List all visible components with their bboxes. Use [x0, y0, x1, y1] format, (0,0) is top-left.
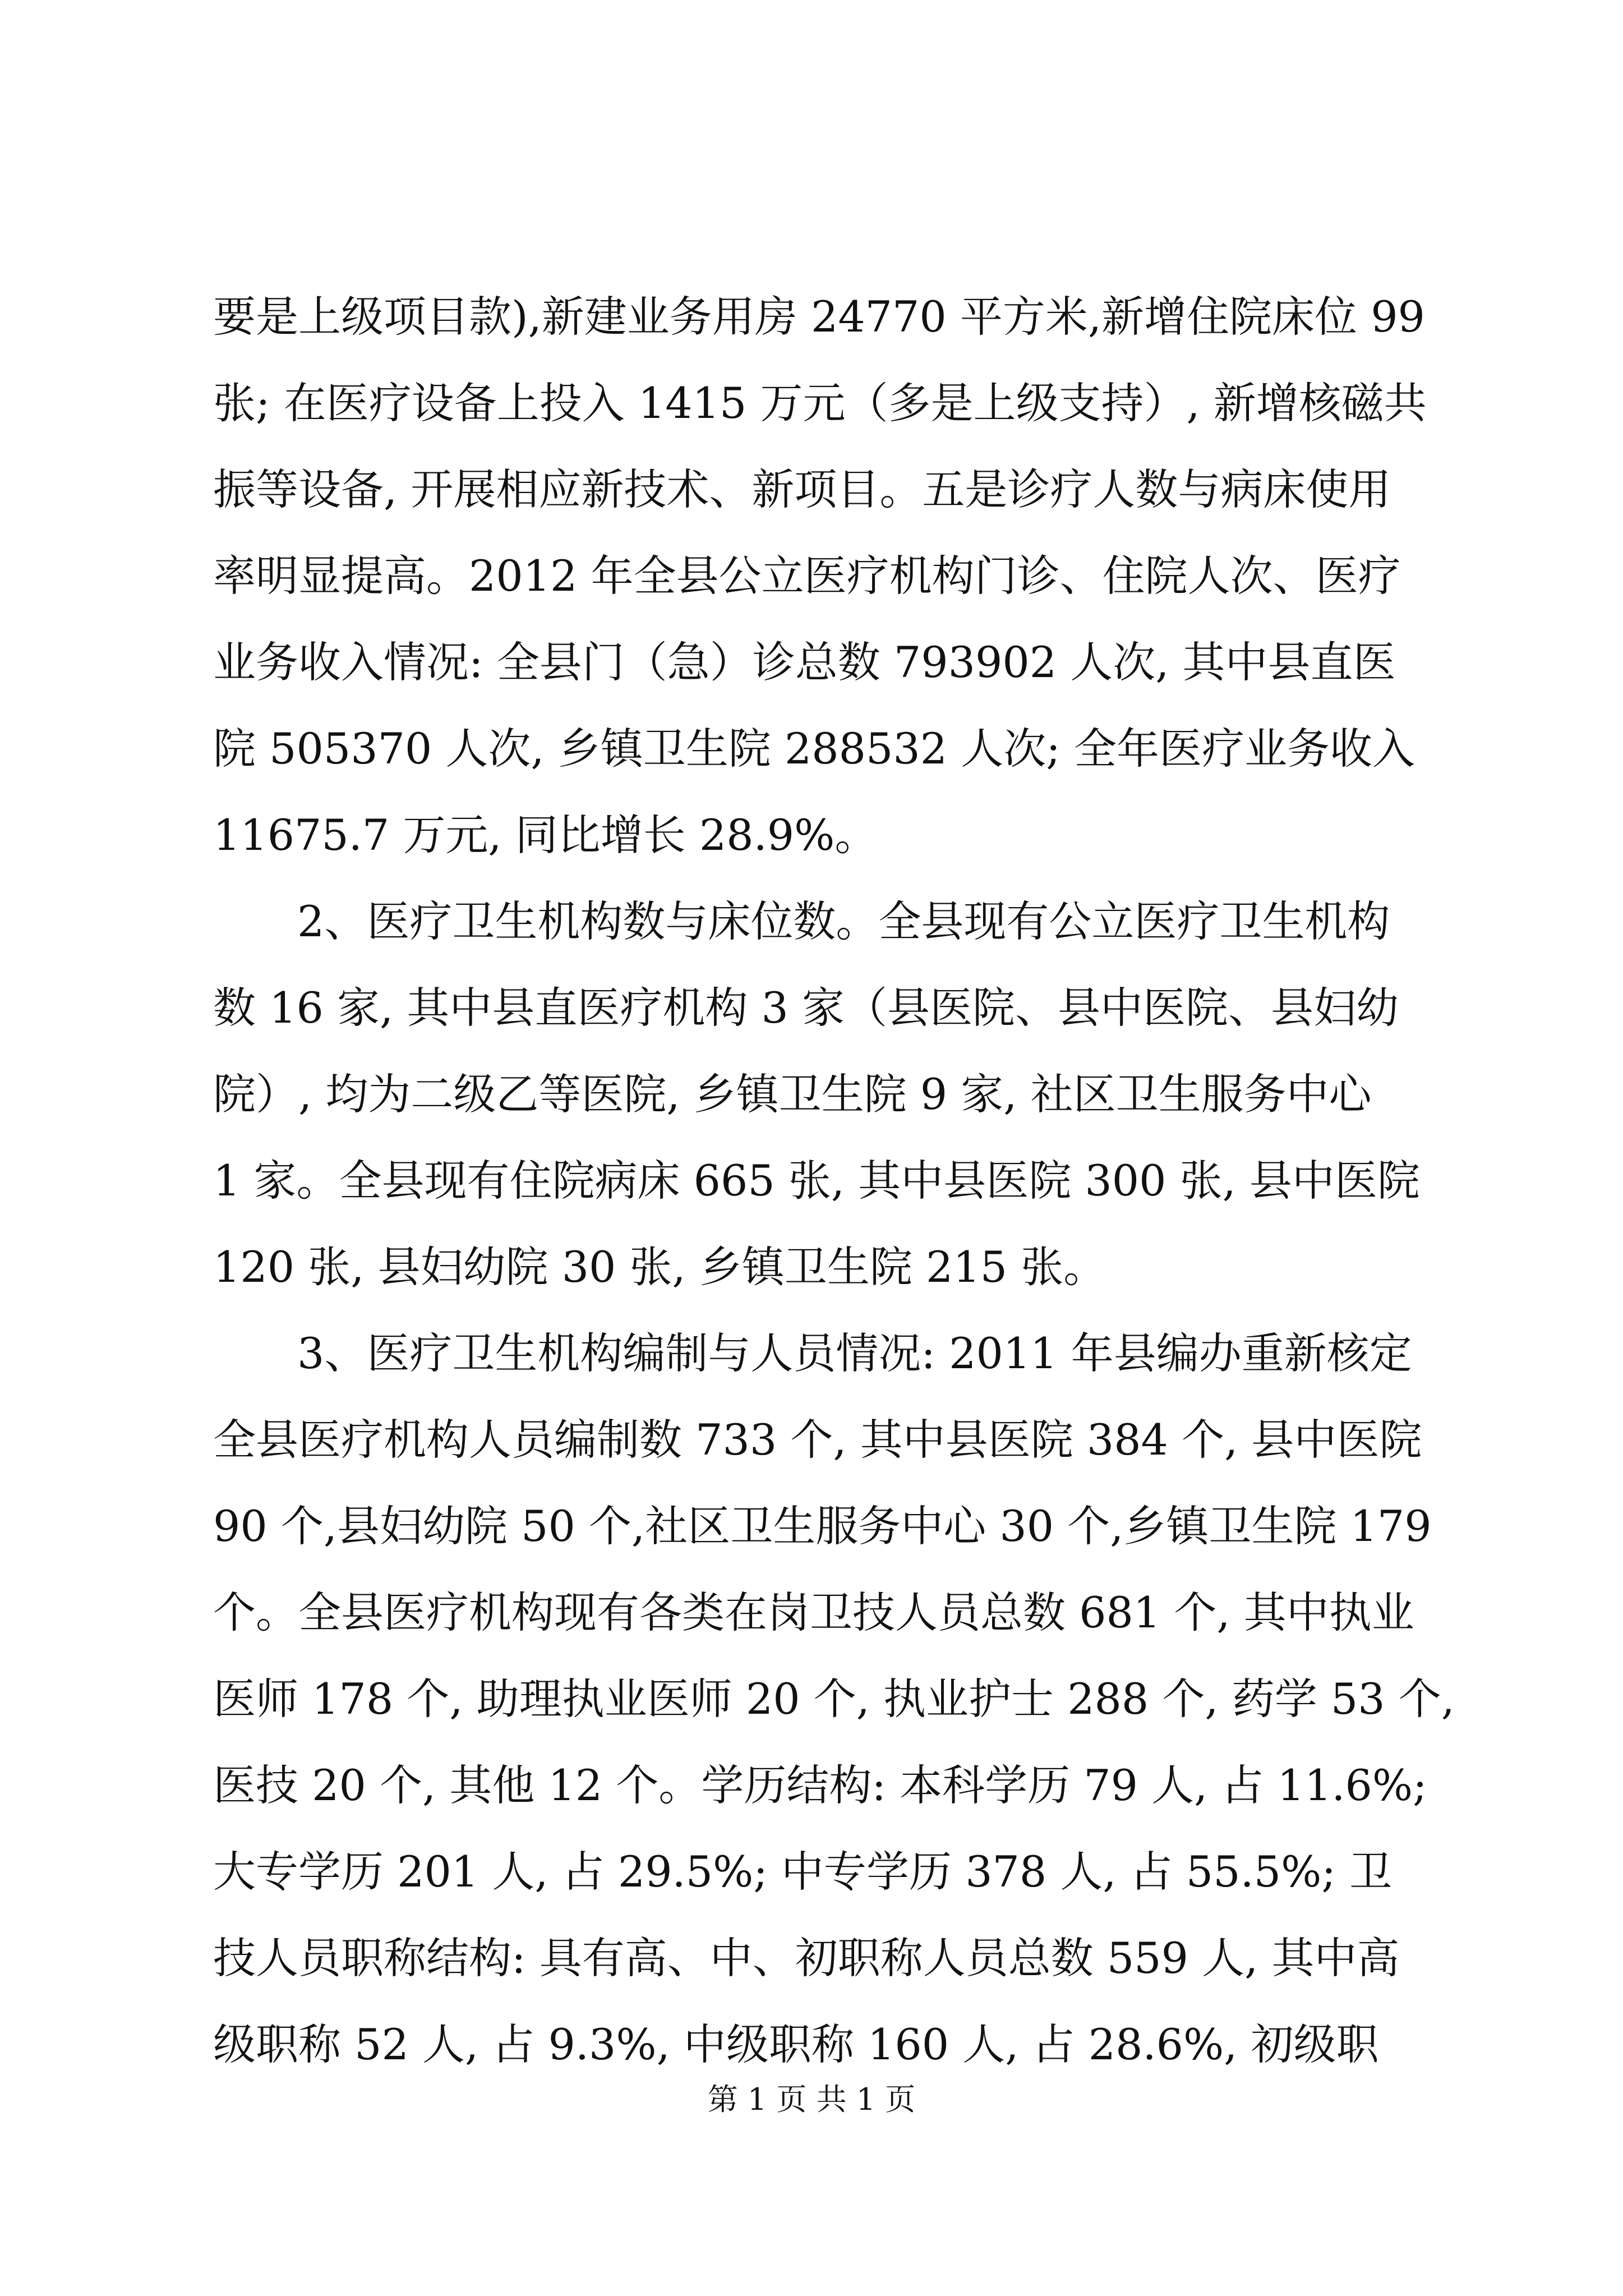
text-line: 院 505370 人次, 乡镇卫生院 288532 人次; 全年医疗业务收入	[213, 724, 1415, 774]
page-footer	[0, 2076, 1623, 2119]
text-line: 大专学历 201 人, 占 29.5%; 中专学历 378 人, 占 55.5%; 卫	[213, 1847, 1393, 1897]
paragraph-start-line: 3、医疗卫生机构编制与人员情况: 2011 年县编办重新核定	[297, 1328, 1412, 1378]
text-line: 院）, 均为二级乙等医院, 乡镇卫生院 9 家, 社区卫生服务中心	[213, 1069, 1372, 1119]
text-line: 11675.7 万元, 同比增长 28.9%。	[213, 810, 878, 860]
paragraph-start-line: 2、医疗卫生机构数与床位数。全县现有公立医疗卫生机构	[297, 896, 1390, 946]
text-line: 率明显提高。2012 年全县公立医疗机构门诊、住院人次、医疗	[213, 551, 1401, 601]
page-number-label: 第 1 页 共 1 页	[707, 2082, 916, 2117]
text-line: 120 张, 县妇幼院 30 张, 乡镇卫生院 215 张。	[213, 1242, 1106, 1292]
text-line: 要是上级项目款),新建业务用房 24770 平方米,新增住院床位 99	[213, 292, 1425, 342]
document-body	[213, 274, 1464, 2088]
text-line: 数 16 家, 其中县直医疗机构 3 家（县医院、县中医院、县妇幼	[213, 983, 1399, 1033]
text-line: 医师 178 个, 助理执业医师 20 个, 执业护士 288 个, 药学 53 个,	[213, 1674, 1455, 1724]
text-line: 全县医疗机构人员编制数 733 个, 其中县医院 384 个, 县中医院	[213, 1415, 1422, 1465]
text-line: 技人员职称结构: 具有高、中、初职称人员总数 559 人, 其中高	[213, 1933, 1400, 1983]
text-line: 医技 20 个, 其他 12 个。学历结构: 本科学历 79 人, 占 11.6%;	[213, 1760, 1427, 1810]
text-line: 张; 在医疗设备上投入 1415 万元（多是上级支持）, 新增核磁共	[213, 378, 1427, 428]
text-line: 振等设备, 开展相应新技术、新项目。五是诊疗人数与病床使用	[213, 464, 1391, 514]
text-line: 业务收入情况: 全县门（急）诊总数 793902 人次, 其中县直医	[213, 637, 1396, 687]
text-line: 1 家。全县现有住院病床 665 张, 其中县医院 300 张, 县中医院	[213, 1156, 1420, 1205]
text-line: 个。全县医疗机构现有各类在岗卫技人员总数 681 个, 其中执业	[213, 1588, 1414, 1637]
text-line: 90 个,县妇幼院 50 个,社区卫生服务中心 30 个,乡镇卫生院 179	[213, 1501, 1432, 1551]
text-line: 级职称 52 人, 占 9.3%, 中级职称 160 人, 占 28.6%, 初级职	[213, 2019, 1379, 2069]
